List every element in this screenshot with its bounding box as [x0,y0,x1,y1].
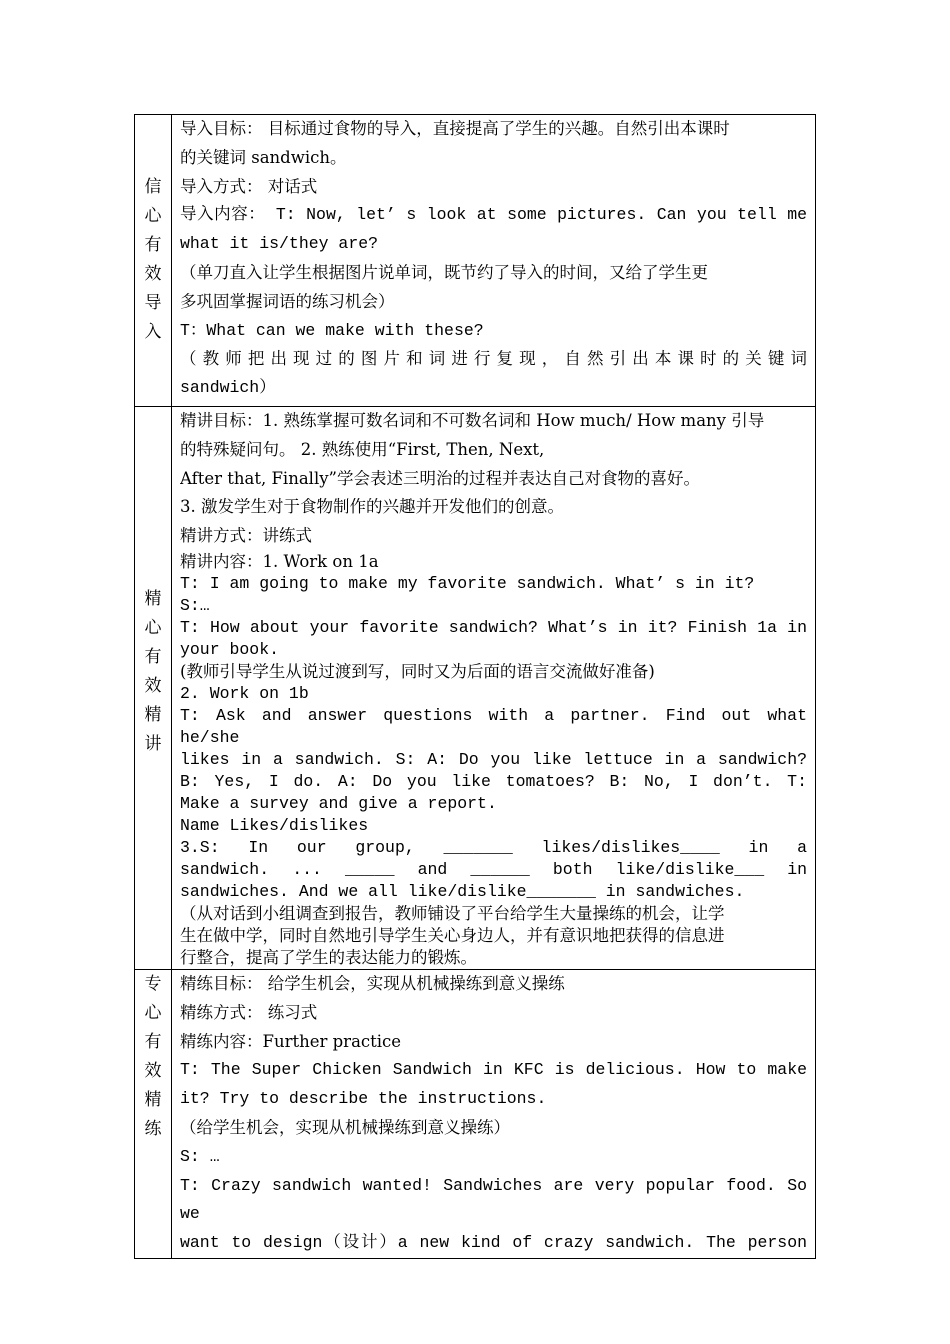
text-line: T: The Super Chicken Sandwich in KFC is delicious. How to make [180,1060,807,1080]
text-line: 的特殊疑问句。 2. 熟练使用“First, Then, Next, [180,439,545,459]
text-line: your book. [180,639,280,659]
table-row [135,115,816,407]
label-char: 有 [144,647,162,667]
text-line: （从对话到小组调查到报告，教师铺设了平台给学生大量操练的机会，让学 [180,903,725,923]
text-line: （单刀直入让学生根据图片说单词，既节约了导入的时间，又给了学生更 [180,262,708,282]
text-line: (教师引导学生从说过渡到写，同时又为后面的语言交流做好准备) [180,661,655,681]
row-label [135,115,171,347]
text-line: Name Likes/dislikes [180,815,369,835]
text-line: 导入目标： 目标通过食物的导入，直接提高了学生的兴趣。自然引出本课时 [180,119,730,138]
text-line: sandwiches. And we all like/dislike_______ in sandwiches. [180,881,745,901]
label-char: 心 [144,1002,162,1023]
label-char: 专 [144,973,162,994]
label-char: 效 [144,264,162,284]
text-line: 导入方式： 对话式 [180,176,318,196]
text-line: likes in a sandwich. S: A: Do you like lettuce in a sandwich? [180,749,807,769]
label-char: 效 [144,1060,162,1081]
text-line: After that, Finally”学会表述三明治的过程并表达自己对食物的喜好。 [180,468,700,488]
text-line: 导入内容： T: Now, let’ s look at some pictures. Can you tell me [180,205,807,225]
text-line: T：What can we make with these? [180,320,484,340]
row-label [135,970,171,1144]
text-line: it? Try to describe the instructions. [180,1089,547,1109]
label-char: 讲 [144,734,162,754]
text-line: T: How about your favorite sandwich? What’s in it? Finish 1a in [180,617,807,637]
text-line: 的关键词 sandwich。 [180,147,347,167]
text-line: B: Yes, I do. A: Do you like tomatoes? B: No, I don’t. T: [180,771,807,791]
text-line: S:… [180,595,210,615]
row-label-cell [135,407,172,970]
text-line: T: I am going to make my favorite sandwich. What’ s in it? [180,573,755,593]
label-char: 效 [144,676,162,696]
table-row [135,407,816,970]
text-line: 多巩固掌握词语的练习机会） [180,291,395,311]
text-line: S: … [180,1146,220,1166]
row-label [135,407,171,759]
text-line: Make a survey and give a report. [180,793,497,813]
text-line: 生在做中学，同时自然地引导学生关心身边人，并有意识地把获得的信息进 [180,925,725,945]
table-row [135,969,816,1258]
text-line: 2. Work on 1b [180,683,309,703]
label-char: 精 [144,1089,162,1110]
text-line: sandwich. ... _____ and ______ both like/dislike___ in [180,859,807,879]
row-content-cell [172,969,816,1258]
text-line: what it is/they are? [180,234,379,254]
label-char: 有 [144,1031,162,1052]
label-char: 导 [144,293,162,313]
text-line: 3.S: In our group, _______ likes/dislikes____ in a [180,837,807,857]
label-char: 精 [144,589,162,609]
text-line: 精讲方式：讲练式 [180,526,312,546]
text-line: 精练目标： 给学生机会，实现从机械操练到意义操练 [180,973,565,993]
text-line: 3. 激发学生对于食物制作的兴趣并开发他们的创意。 [180,497,564,517]
row-content-cell [172,115,816,407]
label-char: 有 [144,235,162,255]
text-line: 精讲目标：1. 熟练掌握可数名词和不可数名词和 How much/ How many 引导 [180,411,765,430]
label-char: 心 [144,206,162,226]
row-label-cell [135,115,172,407]
text-line: 行整合，提高了学生的表达能力的锻炼。 [180,947,477,967]
text-line: 精练方式： 练习式 [180,1002,318,1022]
label-char: 心 [144,618,162,638]
text-line: （给学生机会，实现从机械操练到意义操练） [180,1117,510,1137]
label-char: 入 [144,322,162,342]
text-line: 精练内容：Further practice [180,1031,402,1051]
row-content-cell [172,407,816,970]
text-line: （教师把出现过的图片和词进行复现，自然引出本课时的关键词 [180,349,807,369]
text-line: want to design（设计）a new kind of crazy sandwich. The person [180,1233,807,1253]
label-char: 精 [144,705,162,725]
text-line: T: Ask and answer questions with a partner. Find out what he/she [180,705,807,747]
text-line: 精讲内容：1. Work on 1a [180,551,379,571]
label-char: 信 [144,177,162,197]
text-line: T: Crazy sandwich wanted! Sandwiches are very popular food. So we [180,1175,807,1224]
text-line: sandwich） [180,378,276,398]
row-label-cell [135,969,172,1258]
lesson-plan-table [134,114,816,1259]
label-char: 练 [144,1118,162,1139]
